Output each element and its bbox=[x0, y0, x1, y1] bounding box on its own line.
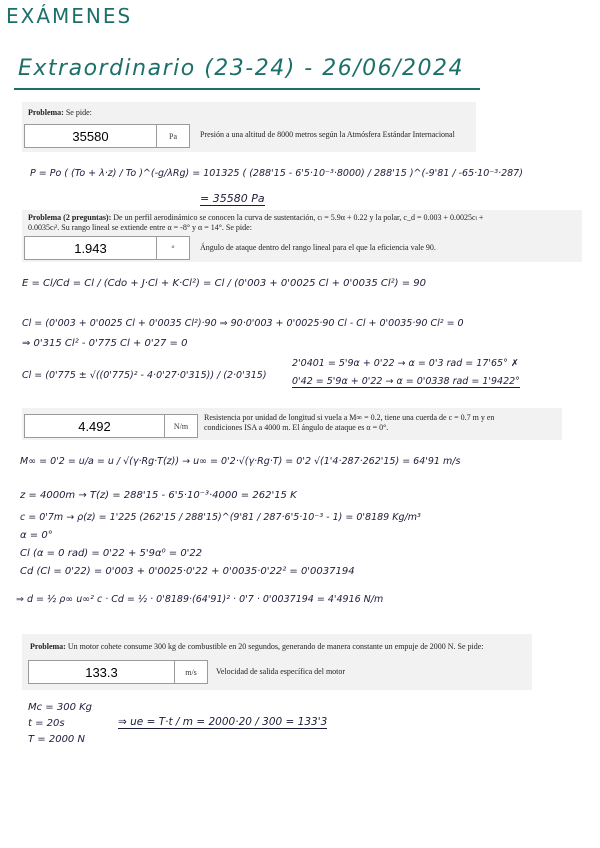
problem-3-work-line-6: Cd (Cl = 0'22) = 0'003 + 0'0025·0'22 + 0'0035·0'22² = 0'0037194 bbox=[20, 566, 355, 577]
problem-2-work-line-3: ⇒ 0'315 Cl² - 0'775 Cl + 0'27 = 0 bbox=[22, 338, 188, 349]
problem-4-answer-field[interactable] bbox=[28, 660, 208, 684]
problem-2-work-line-2: Cl = (0'003 + 0'0025 Cl + 0'0035 Cl²)·90 ⇒ 90·0'003 + 0'0025·90 Cl - Cl + 0'0035·90 Cl² = 0 bbox=[22, 318, 464, 329]
problem-3-work-line-2: z = 4000m → T(z) = 288'15 - 6'5·10⁻³·4000 = 262'15 K bbox=[20, 490, 297, 501]
problem-2-work-line-1: E = Cl/Cd = Cl / (Cdo + J·Cl + K·Cl²) = Cl / (0'003 + 0'0025 Cl + 0'0035 Cl²) = 90 bbox=[22, 278, 427, 289]
problem-2-unit: ° bbox=[156, 237, 189, 259]
problem-2-answer-value: 1.943 bbox=[74, 240, 107, 256]
page-title: EXÁMENES bbox=[6, 4, 133, 28]
problem-2-statement: Problema (2 preguntas): De un perfil aerodinámico se conocen la curva de sustentación, cₗ = 5.9α + 0.22 y la polar, c_d = 0.003 + 0.0025cₗ + 0.0035cₗ². Su rango lineal se extiende entre α = -8° y α = 14°. Se pide: bbox=[28, 213, 484, 232]
problem-1-work-line-1: P = Po ( (To + λ·z) / To )^(-g/λRg) = 101325 ( (288'15 - 6'5·10⁻³·8000) / 288'15 )^(-9'81 / -65·10⁻³·287) bbox=[30, 168, 523, 179]
problem-4-given-time: t = 20s bbox=[28, 718, 65, 729]
problem-4-panel bbox=[22, 634, 532, 690]
problem-3-panel bbox=[22, 408, 562, 440]
problem-1-unit: Pa bbox=[156, 125, 189, 147]
problem-2-root-1: 2'0401 = 5'9α + 0'22 → α = 0'3 rad = 17'65° ✗ bbox=[292, 358, 519, 369]
problem-4-description: Velocidad de salida específica del motor bbox=[216, 667, 346, 676]
problem-4-given-mass: Mc = 300 Kg bbox=[28, 702, 93, 713]
problem-4-result: ⇒ ue = T·t / m = 2000·20 / 300 = 133'3 bbox=[118, 716, 328, 728]
problem-1-answer-value: 35580 bbox=[72, 128, 109, 144]
problem-2-description: Ángulo de ataque dentro del rango lineal para el que la eficiencia vale 90. bbox=[200, 243, 436, 252]
problem-3-result: ⇒ d = ½ ρ∞ u∞² c · Cd = ½ · 0'8189·(64'91)² · 0'7 · 0'0037194 = 4'4916 N/m bbox=[16, 594, 384, 605]
problem-3-answer-value: 4.492 bbox=[78, 418, 111, 434]
problem-1-answer-field[interactable] bbox=[24, 124, 190, 148]
problem-1-description: Presión a una altitud de 8000 metros según la Atmósfera Estándar Internacional bbox=[200, 130, 455, 139]
problem-3-work-line-3: c = 0'7m → ρ(z) = 1'225 (262'15 / 288'15)^(9'81 / 287·6'5·10⁻³ - 1) = 0'8189 Kg/m³ bbox=[20, 512, 421, 523]
problem-3-work-line-5: Cl (α = 0 rad) = 0'22 + 5'9α⁰ = 0'22 bbox=[20, 548, 203, 559]
problem-4-given-thrust: T = 2000 N bbox=[28, 734, 85, 745]
problem-3-work-line-4: α = 0° bbox=[20, 530, 53, 541]
problem-3-answer-field[interactable] bbox=[24, 414, 198, 438]
problem-4-statement: Problema: Un motor cohete consume 300 kg de combustible en 20 segundos, generando de manera constante un empuje de 2000 N. Se pide: bbox=[30, 642, 484, 651]
problem-2-work-line-4: Cl = (0'775 ± √((0'775)² - 4·0'27·0'315)) / (2·0'315) bbox=[22, 370, 267, 381]
problem-1-heading: Problema: Se pide: bbox=[28, 108, 92, 117]
problem-2-answer-field[interactable] bbox=[24, 236, 190, 260]
subtitle-underline bbox=[14, 88, 480, 90]
problem-3-unit: N/m bbox=[164, 415, 197, 437]
problem-3-work-line-1: M∞ = 0'2 = u/a = u / √(γ·Rg·T(z)) → u∞ = 0'2·√(γ·Rg·T) = 0'2 √(1'4·287·262'15) = 64'91 m/s bbox=[20, 456, 461, 467]
problem-3-description: Resistencia por unidad de longitud si vuela a M∞ = 0.2, tiene una cuerda de c = 0.7 m y en condiciones ISA a 4000 m. El ángulo de ataque es α = 0°. bbox=[204, 413, 495, 432]
problem-2-panel bbox=[22, 210, 582, 262]
problem-4-unit: m/s bbox=[174, 661, 207, 683]
problem-4-answer-value: 133.3 bbox=[85, 664, 118, 680]
problem-1-panel bbox=[22, 102, 476, 152]
exam-subtitle: Extraordinario (23-24) - 26/06/2024 bbox=[18, 56, 465, 81]
problem-2-root-2: 0'42 = 5'9α + 0'22 → α = 0'0338 rad = 1'9422° bbox=[292, 376, 520, 387]
problem-1-result: = 35580 Pa bbox=[200, 192, 265, 205]
